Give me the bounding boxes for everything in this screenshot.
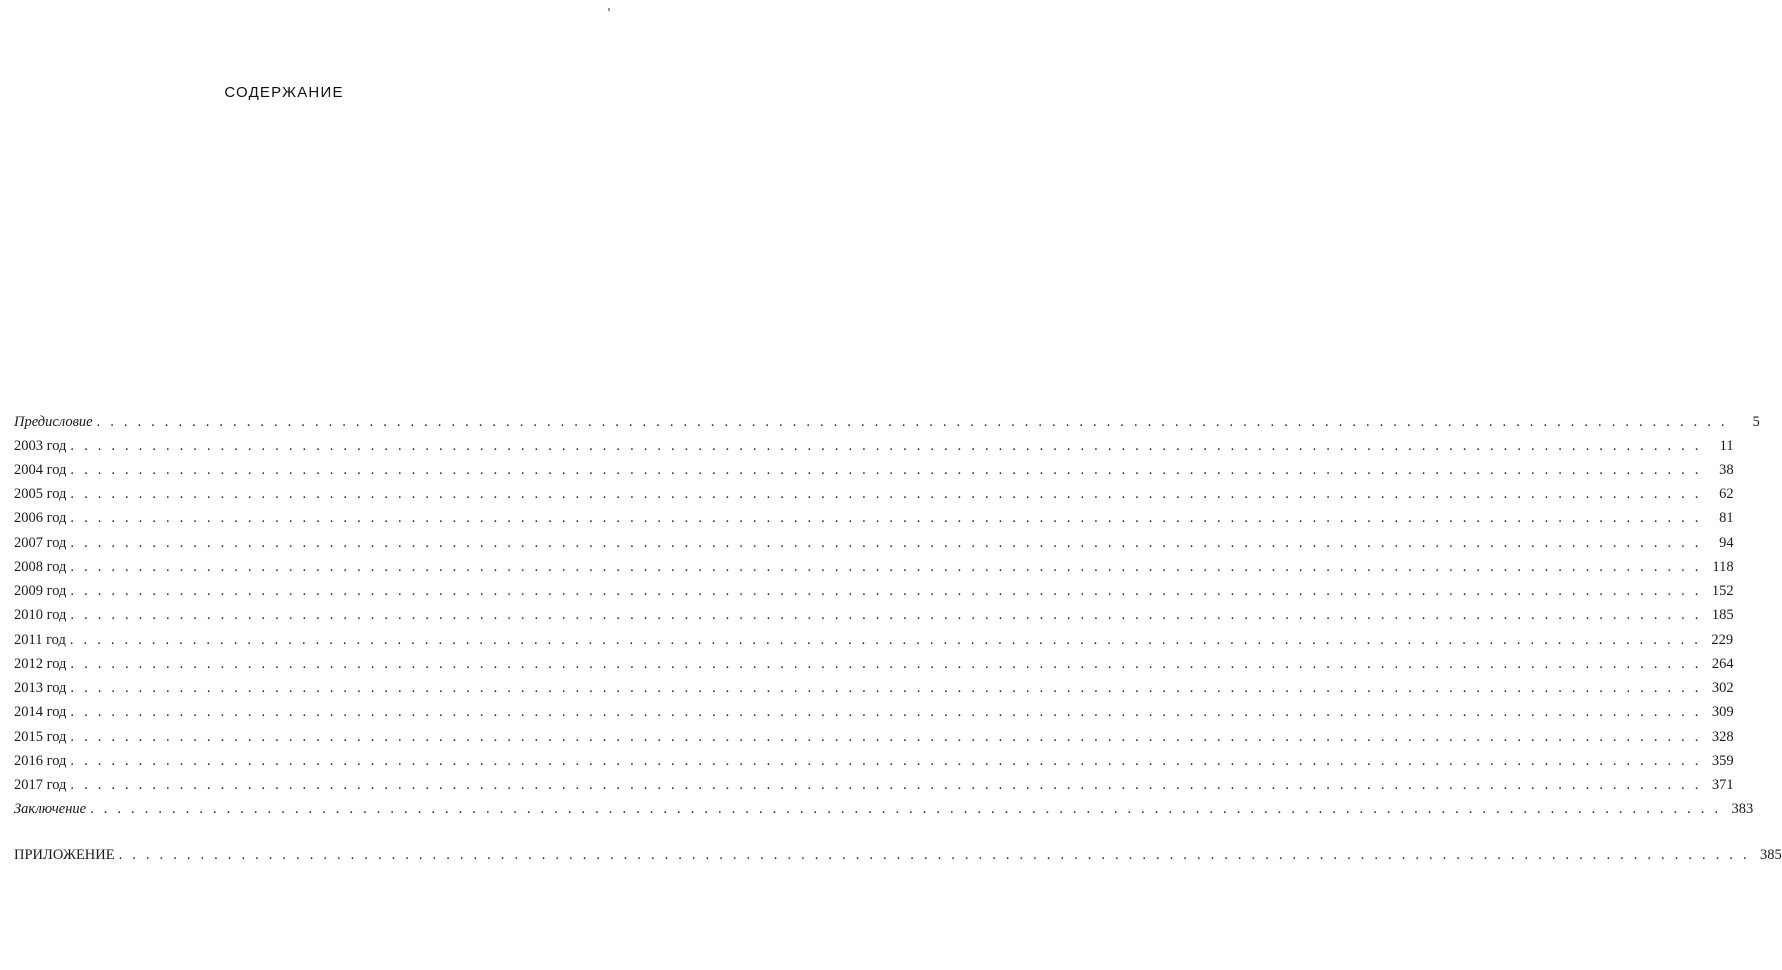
toc-entry-title: 2016 год [14,753,67,769]
toc-entry [14,436,1734,456]
toc-entry-title: 2003 год [14,438,67,454]
toc-entry-title: 2010 год [14,607,67,623]
toc-entry-title: 2004 год [14,462,67,478]
toc-entry-page: 383 [1731,801,1754,817]
toc-leader-dots: . . . . . . . . . . . . . . . . . . . . . . . . . . . . . . . . . . . . . . . . . . . . . . . . . . . . . . . . . . . . . . . . . . . . . . . . . . . . . . . . . . . . . . . . . . . . . . . . . . . . . . . . . . . . . . . . . . . . . . . . [70,462,1702,478]
toc-entry-page: 359 [1711,753,1734,769]
toc-entry [14,557,1734,577]
toc-entry [14,775,1734,795]
toc-entry [14,412,1760,432]
toc-entry [14,484,1734,504]
toc-leader-dots: . . . . . . . . . . . . . . . . . . . . . . . . . . . . . . . . . . . . . . . . . . . . . . . . . . . . . . . . . . . . . . . . . . . . . . . . . . . . . . . . . . . . . . . . . . . . . . . . . . . . . . . . . . . . . . . . . . . . . . . . [70,777,1702,793]
toc-entry-title: Предисловие [14,414,93,430]
toc-entry-page: 302 [1711,680,1734,696]
toc-entry-page: 62 [1719,486,1734,502]
toc-entry [14,630,1734,650]
toc-leader-dots: . . . . . . . . . . . . . . . . . . . . . . . . . . . . . . . . . . . . . . . . . . . . . . . . . . . . . . . . . . . . . . . . . . . . . . . . . . . . . . . . . . . . . . . . . . . . . . . . . . . . . . . . . . . . . . . . . . . . . . . . [70,559,1702,575]
toc-entry [14,751,1734,771]
toc-entry [14,799,1754,819]
toc-entry-page: 152 [1711,583,1734,599]
page-title: СОДЕРЖАНИЕ [224,84,344,101]
scan-speck [608,8,610,11]
toc-entry-title: 2009 год [14,583,67,599]
toc-leader-dots: . . . . . . . . . . . . . . . . . . . . . . . . . . . . . . . . . . . . . . . . . . . . . . . . . . . . . . . . . . . . . . . . . . . . . . . . . . . . . . . . . . . . . . . . . . . . . . . . . . . . . . . . . . . . . . . . . . . . . . . . [69,632,1702,648]
toc-leader-dots: . . . . . . . . . . . . . . . . . . . . . . . . . . . . . . . . . . . . . . . . . . . . . . . . . . . . . . . . . . . . . . . . . . . . . . . . . . . . . . . . . . . . . . . . . . . . . . . . . . . . . . . . . . . . . . . . . . . . . . . . [70,486,1702,502]
toc-entry-page: 229 [1711,632,1734,648]
toc-leader-dots: . . . . . . . . . . . . . . . . . . . . . . . . . . . . . . . . . . . . . . . . . . . . . . . . . . . . . . . . . . . . . . . . . . . . . . . . . . . . . . . . . . . . . . . . . . . . . . . . . . . . . . . . . . . . . . . . . . . . . . . . [70,729,1702,745]
toc-leader-dots: . . . . . . . . . . . . . . . . . . . . . . . . . . . . . . . . . . . . . . . . . . . . . . . . . . . . . . . . . . . . . . . . . . . . . . . . . . . . . . . . . . . . . . . . . . . . . . . . . . . . . . . . . . . . . . . . . . . . . . . . [70,607,1702,623]
toc-leader-dots: . . . . . . . . . . . . . . . . . . . . . . . . . . . . . . . . . . . . . . . . . . . . . . . . . . . . . . . . . . . . . . . . . . . . . . . . . . . . . . . . . . . . . . . . . . . . . . . . . . . . . . . . . . . . . . . . . . . . . . . . [70,753,1702,769]
toc-entry [14,460,1734,480]
toc-entry [14,581,1734,601]
toc-entry-page: 5 [1752,414,1760,430]
toc-entry [14,727,1734,747]
toc-leader-dots: . . . . . . . . . . . . . . . . . . . . . . . . . . . . . . . . . . . . . . . . . . . . . . . . . . . . . . . . . . . . . . . . . . . . . . . . . . . . . . . . . . . . . . . . . . . . . . . . . . . . . . . . . . . . . . . . . . . . . . . . [70,510,1702,526]
toc-entry-page: 185 [1711,607,1734,623]
toc-entry-title: 2006 год [14,510,67,526]
toc-entry-title: 2015 год [14,729,67,745]
toc-entry-title: Заключение [14,801,87,817]
toc-entry-title: 2011 год [14,632,66,648]
toc-entry-title: 2005 год [14,486,67,502]
toc-entry-page: 264 [1711,656,1734,672]
toc-entry [14,605,1734,625]
toc-entry-title: 2012 год [14,656,67,672]
toc-leader-dots: . . . . . . . . . . . . . . . . . . . . . . . . . . . . . . . . . . . . . . . . . . . . . . . . . . . . . . . . . . . . . . . . . . . . . . . . . . . . . . . . . . . . . . . . . . . . . . . . . . . . . . . . . . . . . . . . . . . . . . . . [118,847,1750,863]
toc-leader-dots: . . . . . . . . . . . . . . . . . . . . . . . . . . . . . . . . . . . . . . . . . . . . . . . . . . . . . . . . . . . . . . . . . . . . . . . . . . . . . . . . . . . . . . . . . . . . . . . . . . . . . . . . . . . . . . . . . . . . . . . . [70,680,1702,696]
toc-leader-dots: . . . . . . . . . . . . . . . . . . . . . . . . . . . . . . . . . . . . . . . . . . . . . . . . . . . . . . . . . . . . . . . . . . . . . . . . . . . . . . . . . . . . . . . . . . . . . . . . . . . . . . . . . . . . . . . . . . . . . . . . [70,704,1702,720]
toc-entry [14,508,1734,528]
toc-entry-page: 38 [1719,462,1734,478]
toc-entry-page: 371 [1711,777,1734,793]
toc-entry-page: 309 [1711,704,1734,720]
toc-leader-dots: . . . . . . . . . . . . . . . . . . . . . . . . . . . . . . . . . . . . . . . . . . . . . . . . . . . . . . . . . . . . . . . . . . . . . . . . . . . . . . . . . . . . . . . . . . . . . . . . . . . . . . . . . . . . . . . . . . . . . . . . [70,656,1702,672]
toc-entry-title: 2017 год [14,777,67,793]
toc-entry-title: ПРИЛОЖЕНИЕ [14,847,115,863]
toc-entry-title: 2014 год [14,704,67,720]
toc-entry [14,654,1734,674]
toc-entry-page: 118 [1712,559,1734,575]
toc-entry-page: 81 [1719,510,1734,526]
toc-entry-title: 2008 год [14,559,67,575]
toc-entry-title: 2007 год [14,535,67,551]
toc-entry-page: 94 [1719,535,1734,551]
toc-leader-dots: . . . . . . . . . . . . . . . . . . . . . . . . . . . . . . . . . . . . . . . . . . . . . . . . . . . . . . . . . . . . . . . . . . . . . . . . . . . . . . . . . . . . . . . . . . . . . . . . . . . . . . . . . . . . . . . . . . . . . . . . [70,583,1702,599]
toc-leader-dots: . . . . . . . . . . . . . . . . . . . . . . . . . . . . . . . . . . . . . . . . . . . . . . . . . . . . . . . . . . . . . . . . . . . . . . . . . . . . . . . . . . . . . . . . . . . . . . . . . . . . . . . . . . . . . . . . . . . . . . . . [90,801,1722,817]
toc-entry-page: 328 [1711,729,1734,745]
toc-leader-dots: . . . . . . . . . . . . . . . . . . . . . . . . . . . . . . . . . . . . . . . . . . . . . . . . . . . . . . . . . . . . . . . . . . . . . . . . . . . . . . . . . . . . . . . . . . . . . . . . . . . . . . . . . . . . . . . . . . . . . . . . [96,414,1728,430]
toc-entry [14,702,1734,722]
toc-entry [14,678,1734,698]
toc-entry [14,845,1782,865]
toc-leader-dots: . . . . . . . . . . . . . . . . . . . . . . . . . . . . . . . . . . . . . . . . . . . . . . . . . . . . . . . . . . . . . . . . . . . . . . . . . . . . . . . . . . . . . . . . . . . . . . . . . . . . . . . . . . . . . . . . . . . . . . . . [70,535,1702,551]
toc-leader-dots: . . . . . . . . . . . . . . . . . . . . . . . . . . . . . . . . . . . . . . . . . . . . . . . . . . . . . . . . . . . . . . . . . . . . . . . . . . . . . . . . . . . . . . . . . . . . . . . . . . . . . . . . . . . . . . . . . . . . . . . . [70,438,1702,454]
toc-entry-page: 385 [1760,847,1782,863]
toc-entry-title: 2013 год [14,680,67,696]
toc-entry-page: 11 [1719,438,1734,454]
toc-entry [14,533,1734,553]
